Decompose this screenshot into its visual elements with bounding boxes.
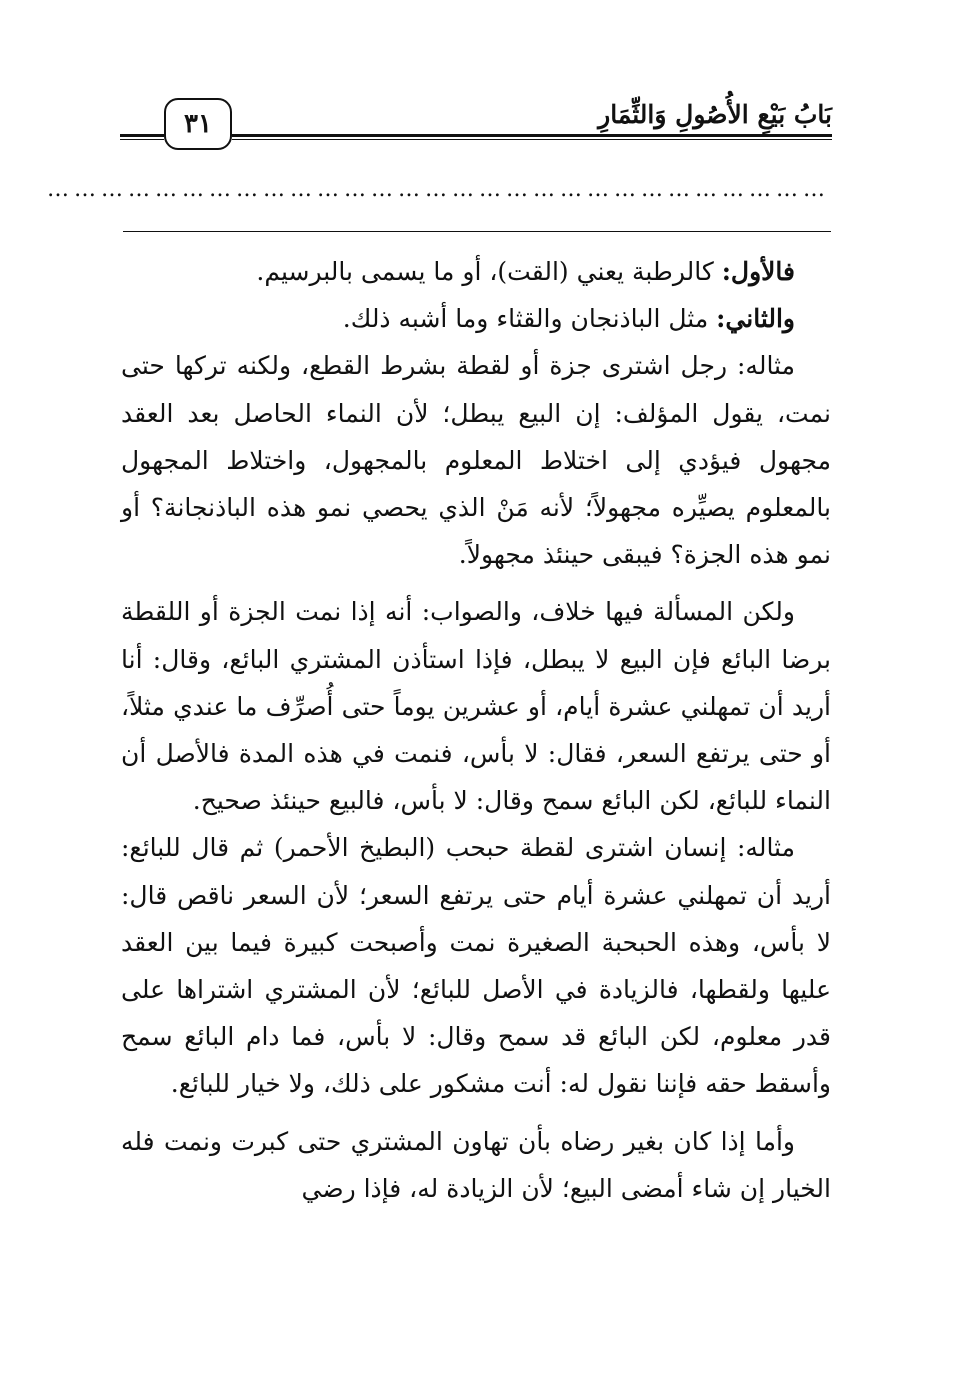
term-label: فالأول:: [721, 257, 795, 286]
paragraph-text: كالرطبة يعني (القت)، أو ما يسمى بالبرسيم.: [256, 257, 722, 286]
term-label: والثاني:: [716, 304, 795, 334]
paragraph-text: مثاله: إنسان اشترى لقطة حبحب (البطيخ الأحمر) ثم قال للبائع: أريد أن تمهلني عشرة أيام حتى يرتفع السعر؛ لأن السعر ناقص قال: لا بأس، وهذه الحبحبة الصغيرة نمت وأصبحت كبيرة فيما بين العقد عليها ولقطها، فالزيادة في الأصل للبائع؛ لأن المشتري اشتراها على قدر معلوم، لكن البائع قد سمح وقال: لا بأس، فما دام البائع سمح وأسقط حقه فإننا نقول له: أنت مشكور على ذلك، ولا خيار للبائع.: [121, 833, 831, 1099]
chapter-title: بَابُ بَيْعِ الأُصُولِ وَالثِّمَارِ: [598, 100, 832, 129]
paragraph-first-type: [121, 248, 831, 295]
body-text: [121, 248, 831, 1212]
paragraph-disagreement: [121, 588, 831, 824]
paragraph-text: ولكن المسألة فيها خلاف، والصواب: أنه إذا نمت الجزة أو اللقطة برضا البائع فإن البيع لا يبطل، فإذا استأذن المشتري البائع، وقال: أنا أريد أن تمهلني عشرة أيام، أو عشرين يوماً حتى أُصرِّف ما عندي مثلاً، أو حتى يرتفع السعر، فقال: لا بأس، فنمت في هذه المدة فالأصل أن النماء للبائع، لكن البائع سمح وقال: لا بأس، فالبيع حينئذ صحيح.: [121, 597, 831, 816]
page-number: ٣١: [164, 98, 232, 150]
page-header: [120, 92, 832, 162]
dotted-separator: ……………………………………………………………………………: [47, 177, 830, 202]
paragraph-text: وأما إذا كان بغير رضاه بأن تهاون المشتري حتى كبرت ونمت فله الخيار إن شاء أمضى البيع؛ لأن الزيادة له، فإذا رضي: [121, 1126, 831, 1203]
paragraph-text: مثاله: رجل اشترى جزة أو لقطة بشرط القطع، ولكنه تركها حتى نمت، يقول المؤلف: إن البيع يبطل؛ لأن النماء الحاصل بعد العقد مجهول فيؤدي إلى اختلاط المعلوم بالمجهول، واختلاط المجهول بالمعلوم يصيِّره مجهولاً؛ لأنه مَنْ الذي يحصي نمو هذه الباذنجانة؟ أو نمو هذه الجزة؟ فيبقى حينئذ مجهولاً.: [121, 351, 831, 570]
paragraph-example-2: [121, 824, 831, 1107]
header-rule-right: [232, 134, 832, 140]
paragraph-second-type: [121, 295, 831, 342]
paragraph-text: مثل الباذنجان والقثاء وما أشبه ذلك.: [342, 304, 717, 334]
paragraph-without-consent: [121, 1118, 831, 1212]
paragraph-example-1: [121, 342, 831, 578]
divider-line: [123, 231, 831, 232]
header-rule-left: [120, 134, 164, 140]
